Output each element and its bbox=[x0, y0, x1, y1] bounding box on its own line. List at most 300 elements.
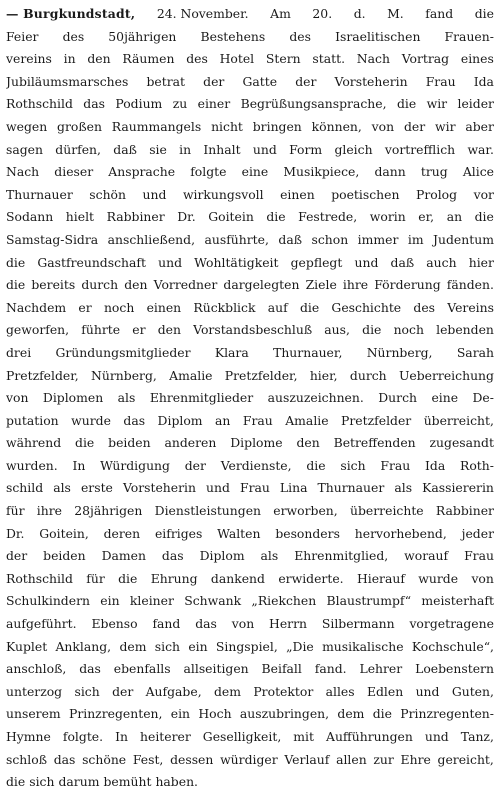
word: Kassiererin bbox=[422, 480, 494, 496]
word: Anklang, bbox=[55, 638, 112, 654]
word: Verlauf bbox=[284, 751, 330, 767]
word: allseitigen bbox=[183, 661, 249, 677]
text-line bbox=[6, 681, 494, 704]
word: Klara bbox=[214, 344, 249, 360]
word: worin bbox=[369, 209, 406, 225]
word: unserem bbox=[6, 706, 61, 722]
word: daß bbox=[113, 141, 137, 157]
word: Lehrer bbox=[359, 661, 403, 677]
word: bereits bbox=[31, 277, 76, 293]
word: im bbox=[407, 231, 424, 247]
word: Rückblick bbox=[193, 299, 256, 315]
word: Frau bbox=[242, 412, 273, 428]
word: schon bbox=[311, 231, 349, 247]
word: während bbox=[6, 435, 62, 451]
word: des bbox=[186, 51, 208, 67]
word: einen bbox=[146, 299, 182, 315]
text-line bbox=[6, 184, 494, 207]
word: Ehre bbox=[400, 751, 431, 767]
word: das bbox=[53, 751, 76, 767]
text-line bbox=[6, 71, 494, 94]
word: Vorsteherin bbox=[334, 73, 408, 89]
word: Festrede, bbox=[298, 209, 358, 225]
word: können, bbox=[311, 118, 362, 134]
word: das bbox=[79, 661, 101, 677]
word: gepflegt bbox=[290, 254, 343, 270]
word: wir bbox=[435, 118, 456, 134]
word: heiterer bbox=[140, 729, 191, 744]
text-line bbox=[6, 387, 494, 410]
word: Goitein bbox=[208, 209, 254, 225]
word: Nürnberg, bbox=[366, 344, 433, 360]
word: sich bbox=[29, 774, 55, 790]
word: Rabbiner bbox=[106, 209, 165, 225]
word: an bbox=[446, 209, 463, 225]
word: Musikpiece, bbox=[283, 164, 360, 180]
word: die bbox=[299, 299, 320, 315]
word: Kuplet bbox=[6, 638, 48, 654]
word: Judentum bbox=[433, 231, 494, 247]
word: sich bbox=[340, 457, 366, 473]
word: fänden. bbox=[446, 277, 494, 293]
word: dankend bbox=[210, 570, 265, 586]
word: auf bbox=[267, 299, 288, 315]
word: und bbox=[415, 683, 440, 699]
word: Rabbiner bbox=[435, 503, 494, 519]
word: einen bbox=[280, 186, 315, 202]
word: in bbox=[179, 141, 192, 157]
word: Samstag-Sidra bbox=[6, 231, 99, 247]
word: folgte bbox=[190, 164, 227, 180]
word: besonders bbox=[275, 525, 340, 541]
word: Hotel bbox=[219, 51, 255, 67]
word: den bbox=[157, 322, 181, 338]
word: wir bbox=[426, 96, 448, 112]
text-line bbox=[6, 771, 494, 794]
word: vortrefflich bbox=[384, 141, 456, 157]
word: noch bbox=[393, 322, 424, 338]
word: fand bbox=[152, 616, 181, 632]
word: großen bbox=[57, 118, 102, 134]
word: Hymne bbox=[6, 729, 51, 744]
word: auszuzeichnen. bbox=[267, 390, 364, 406]
word: Inhalt bbox=[203, 141, 241, 157]
word: Jubiläumsmarsches bbox=[6, 73, 129, 89]
word: ein bbox=[100, 593, 120, 609]
word: jeder bbox=[461, 525, 494, 541]
word: Frau bbox=[425, 73, 456, 89]
dateline: — Burgkundstadt, bbox=[6, 6, 136, 21]
word: Amalie bbox=[285, 412, 329, 428]
word: Goitein, bbox=[39, 525, 89, 541]
text-line bbox=[6, 658, 494, 681]
word: eifriges bbox=[154, 525, 203, 541]
word: zugesandt bbox=[429, 435, 494, 451]
word: Rothschild bbox=[6, 570, 73, 586]
text-line bbox=[6, 410, 494, 433]
word: Nachdem bbox=[6, 299, 67, 315]
word: Dienstleistungen bbox=[154, 503, 262, 519]
word: Diplome bbox=[230, 435, 283, 451]
word: sagen bbox=[6, 141, 43, 157]
word: auch bbox=[426, 254, 457, 270]
word: Raummangels bbox=[111, 118, 202, 134]
word: er, bbox=[418, 209, 435, 225]
word: folgte. bbox=[62, 729, 104, 744]
word: Pretzfelder bbox=[341, 412, 412, 428]
text-line bbox=[6, 3, 494, 26]
word: auszubringen, bbox=[239, 706, 330, 722]
word: Vorsteherin bbox=[122, 480, 196, 496]
word: schloß bbox=[6, 751, 47, 767]
word: die bbox=[362, 322, 382, 338]
word: erwiderte. bbox=[278, 570, 344, 586]
word: von bbox=[231, 616, 255, 632]
word: dessen bbox=[170, 751, 214, 767]
word: und bbox=[354, 254, 379, 270]
word: Pretzfelder, bbox=[6, 367, 79, 383]
word: poetischen bbox=[331, 186, 400, 202]
word: und bbox=[252, 141, 277, 157]
word: gleich bbox=[334, 141, 373, 157]
text-line bbox=[6, 613, 494, 636]
word: dann bbox=[374, 164, 406, 180]
word: des bbox=[413, 299, 436, 315]
word: Diplom bbox=[157, 412, 203, 428]
word: bemüht bbox=[103, 774, 152, 790]
word: sie bbox=[149, 141, 167, 157]
word: 24. November. bbox=[156, 6, 249, 21]
word: Pretzfelder, bbox=[224, 367, 298, 383]
word: Aufführungen bbox=[326, 729, 413, 744]
word: und bbox=[424, 729, 449, 744]
word: Hierauf bbox=[356, 570, 405, 586]
text-line bbox=[6, 523, 494, 546]
word: Durch bbox=[378, 390, 418, 406]
word: Räumen bbox=[122, 51, 175, 67]
word: Schwank bbox=[184, 593, 242, 609]
word: wegen bbox=[6, 118, 48, 134]
word: wirkungsvoll bbox=[182, 186, 264, 202]
word: In bbox=[115, 729, 128, 744]
word: fand. bbox=[314, 661, 347, 677]
text-line bbox=[6, 590, 494, 613]
word: Roth- bbox=[460, 457, 494, 473]
word: drei bbox=[6, 344, 32, 360]
word: Förderung bbox=[374, 277, 441, 293]
word: als bbox=[53, 480, 71, 496]
word: ein bbox=[188, 638, 208, 654]
word: ihre bbox=[36, 503, 62, 519]
word: und bbox=[158, 254, 183, 270]
word: ein bbox=[170, 706, 191, 722]
word: und bbox=[142, 186, 167, 202]
word: der bbox=[295, 73, 317, 89]
word: die bbox=[396, 96, 417, 112]
word: aufgeführt. bbox=[6, 616, 77, 632]
word: die bbox=[266, 209, 286, 225]
word: hielt bbox=[65, 209, 95, 225]
text-line bbox=[6, 116, 494, 139]
word: sich bbox=[154, 638, 181, 654]
word: dürfen, bbox=[55, 141, 101, 157]
word: von bbox=[371, 118, 395, 134]
word: Hoch bbox=[198, 706, 232, 722]
word: ebenfalls bbox=[113, 661, 171, 677]
word: Nach bbox=[356, 51, 390, 67]
word: und bbox=[206, 480, 230, 496]
word: Lina bbox=[279, 480, 308, 496]
word: Vortrag bbox=[401, 51, 450, 67]
word: hier bbox=[468, 254, 494, 270]
word: überreicht, bbox=[423, 412, 494, 428]
word: als bbox=[394, 480, 413, 496]
word: daß bbox=[390, 254, 415, 270]
word: Prolog bbox=[415, 186, 458, 202]
text-line bbox=[6, 229, 494, 252]
word: dem bbox=[119, 638, 147, 654]
word: den bbox=[87, 51, 111, 67]
word: zur bbox=[373, 751, 394, 767]
word: Nürnberg, bbox=[91, 367, 157, 383]
word: Stern bbox=[265, 51, 301, 67]
word: eine bbox=[431, 390, 459, 406]
word: Blaustrumpf“ bbox=[326, 593, 412, 609]
word: schöne bbox=[82, 751, 127, 767]
word: die bbox=[118, 570, 138, 586]
word: dargelegten bbox=[223, 277, 300, 293]
word: Edlen bbox=[366, 683, 404, 699]
word: Prinzregenten- bbox=[400, 706, 494, 722]
word: Dr. bbox=[6, 525, 25, 541]
word: den bbox=[296, 435, 320, 451]
word: nicht bbox=[211, 118, 243, 134]
word: Geselligkeit, bbox=[202, 729, 282, 744]
word: das bbox=[161, 548, 184, 564]
word: der bbox=[6, 548, 28, 564]
word: Ida bbox=[425, 457, 446, 473]
word: daß bbox=[278, 231, 303, 247]
word: anderen bbox=[164, 435, 217, 451]
word: überreichte bbox=[350, 503, 424, 519]
word: M. bbox=[387, 6, 404, 21]
word: anschloß, bbox=[6, 661, 67, 677]
word: kleiner bbox=[129, 593, 174, 609]
word: deren bbox=[103, 525, 141, 541]
word: hervorhebend, bbox=[354, 525, 447, 541]
text-line bbox=[6, 568, 494, 591]
text-line bbox=[6, 274, 494, 297]
word: Walten bbox=[217, 525, 261, 541]
text-line bbox=[6, 93, 494, 116]
word: der bbox=[403, 118, 426, 134]
word: Loebenstern bbox=[415, 661, 494, 677]
word: Guten, bbox=[451, 683, 494, 699]
text-line bbox=[6, 342, 494, 365]
word: Rothschild bbox=[6, 96, 73, 112]
word: Würdigung bbox=[100, 457, 170, 473]
word: zu bbox=[172, 96, 188, 112]
text-line bbox=[6, 161, 494, 184]
word: der bbox=[112, 683, 134, 699]
word: putation bbox=[6, 412, 59, 428]
word: unterzog bbox=[6, 683, 63, 699]
word: worauf bbox=[404, 548, 449, 564]
text-line bbox=[6, 252, 494, 275]
word: ausführte, bbox=[204, 231, 269, 247]
word: des bbox=[289, 28, 311, 44]
text-line bbox=[6, 206, 494, 229]
word: Thurnauer, bbox=[273, 344, 343, 360]
word: d. bbox=[353, 6, 366, 21]
word: haben. bbox=[155, 774, 198, 790]
word: Vorredner bbox=[153, 277, 218, 293]
word: meisterhaft bbox=[421, 593, 494, 609]
word: 28jährigen bbox=[74, 503, 143, 519]
word: Betreffenden bbox=[333, 435, 416, 451]
word: an bbox=[215, 412, 231, 428]
word: die bbox=[6, 254, 26, 270]
word: „Riekchen bbox=[251, 593, 317, 609]
word: Beifall bbox=[261, 661, 302, 677]
word: aus, bbox=[324, 322, 350, 338]
word: immer bbox=[357, 231, 399, 247]
word: erste bbox=[80, 480, 113, 496]
text-line bbox=[6, 365, 494, 388]
word: Sarah bbox=[456, 344, 494, 360]
word: sich bbox=[74, 683, 100, 699]
word: Aufgabe, bbox=[145, 683, 202, 699]
word: der bbox=[184, 457, 206, 473]
word: noch bbox=[103, 299, 135, 315]
text-line bbox=[6, 726, 494, 749]
text-line bbox=[6, 139, 494, 162]
word: durch bbox=[349, 367, 387, 383]
word: die bbox=[474, 6, 494, 21]
word: Vereins bbox=[447, 299, 494, 315]
word: als bbox=[260, 548, 279, 564]
word: er bbox=[132, 322, 146, 338]
word: des bbox=[62, 28, 85, 44]
word: schön bbox=[89, 186, 126, 202]
word: die bbox=[306, 457, 326, 473]
word: wurde bbox=[71, 412, 111, 428]
text-line bbox=[6, 432, 494, 455]
word: Vorstandsbeschluß bbox=[193, 322, 313, 338]
word: Herrn bbox=[269, 616, 308, 632]
word: Prinzregenten, bbox=[68, 706, 163, 722]
word: Schulkindern bbox=[6, 593, 90, 609]
word: Diplom bbox=[199, 548, 245, 564]
word: leider bbox=[457, 96, 494, 112]
word: De- bbox=[472, 390, 494, 406]
word: hier, bbox=[309, 367, 338, 383]
word: wurde bbox=[418, 570, 459, 586]
text-line bbox=[6, 455, 494, 478]
word: Sodann bbox=[6, 209, 54, 225]
word: vorgetragene bbox=[409, 616, 494, 632]
word: Ansprache bbox=[108, 164, 176, 180]
word: Frau bbox=[464, 548, 494, 564]
text-line bbox=[6, 636, 494, 659]
word: Diplomen bbox=[42, 390, 104, 406]
word: geworfen, bbox=[6, 322, 70, 338]
word: Amalie bbox=[169, 367, 213, 383]
word: das bbox=[123, 412, 146, 428]
text-line bbox=[6, 319, 494, 342]
text-line bbox=[6, 500, 494, 523]
word: alles bbox=[325, 683, 355, 699]
word: die bbox=[75, 435, 95, 451]
word: die bbox=[6, 277, 26, 293]
word: Gatte bbox=[242, 73, 278, 89]
word: wurden. bbox=[6, 457, 58, 473]
word: betrat bbox=[146, 73, 185, 89]
word: für bbox=[86, 570, 105, 586]
word: lebenden bbox=[436, 322, 494, 338]
word: vereins bbox=[6, 51, 52, 67]
word: würdiger bbox=[220, 751, 278, 767]
word: erworben, bbox=[273, 503, 338, 519]
word: Frauen- bbox=[444, 28, 494, 44]
word: die bbox=[6, 774, 26, 790]
word: er bbox=[78, 299, 92, 315]
word: Fest, bbox=[132, 751, 164, 767]
word: 50jährigen bbox=[108, 28, 177, 44]
word: Dr. bbox=[177, 209, 196, 225]
word: Singspiel, bbox=[215, 638, 278, 654]
word: Gründungsmitglieder bbox=[55, 344, 191, 360]
word: führte bbox=[81, 322, 121, 338]
text-line bbox=[6, 48, 494, 71]
word: die bbox=[372, 706, 392, 722]
word: fand bbox=[425, 6, 454, 21]
word: Ehrenmitglieder bbox=[149, 390, 254, 406]
word: Damen bbox=[101, 548, 146, 564]
word: Nach bbox=[6, 164, 40, 180]
word: als bbox=[117, 390, 136, 406]
text-line bbox=[6, 703, 494, 726]
word: Begrüßungsansprache, bbox=[240, 96, 387, 112]
word: anschließend, bbox=[107, 231, 196, 247]
text-line bbox=[6, 477, 494, 500]
word: Ziele bbox=[305, 277, 337, 293]
word: beiden bbox=[43, 548, 86, 564]
word: Frau bbox=[380, 457, 411, 473]
word: schild bbox=[6, 480, 44, 496]
word: eine bbox=[241, 164, 269, 180]
word: trug bbox=[420, 164, 448, 180]
word: beiden bbox=[108, 435, 151, 451]
word: Frau bbox=[239, 480, 270, 496]
word: Am bbox=[270, 6, 291, 21]
word: Israelitischen bbox=[335, 28, 421, 44]
word: für bbox=[6, 503, 25, 519]
word: Tanz, bbox=[460, 729, 494, 744]
word: dieser bbox=[54, 164, 94, 180]
word: aber bbox=[465, 118, 494, 134]
word: von bbox=[6, 390, 29, 406]
word: In bbox=[72, 457, 86, 473]
word: allen bbox=[336, 751, 367, 767]
word: Protektor bbox=[253, 683, 314, 699]
text-line bbox=[6, 749, 494, 772]
word: von bbox=[471, 570, 494, 586]
text-line bbox=[6, 545, 494, 568]
word: darum bbox=[58, 774, 100, 790]
word: 20. bbox=[312, 6, 333, 21]
word: Wohltätigkeit bbox=[194, 254, 279, 270]
